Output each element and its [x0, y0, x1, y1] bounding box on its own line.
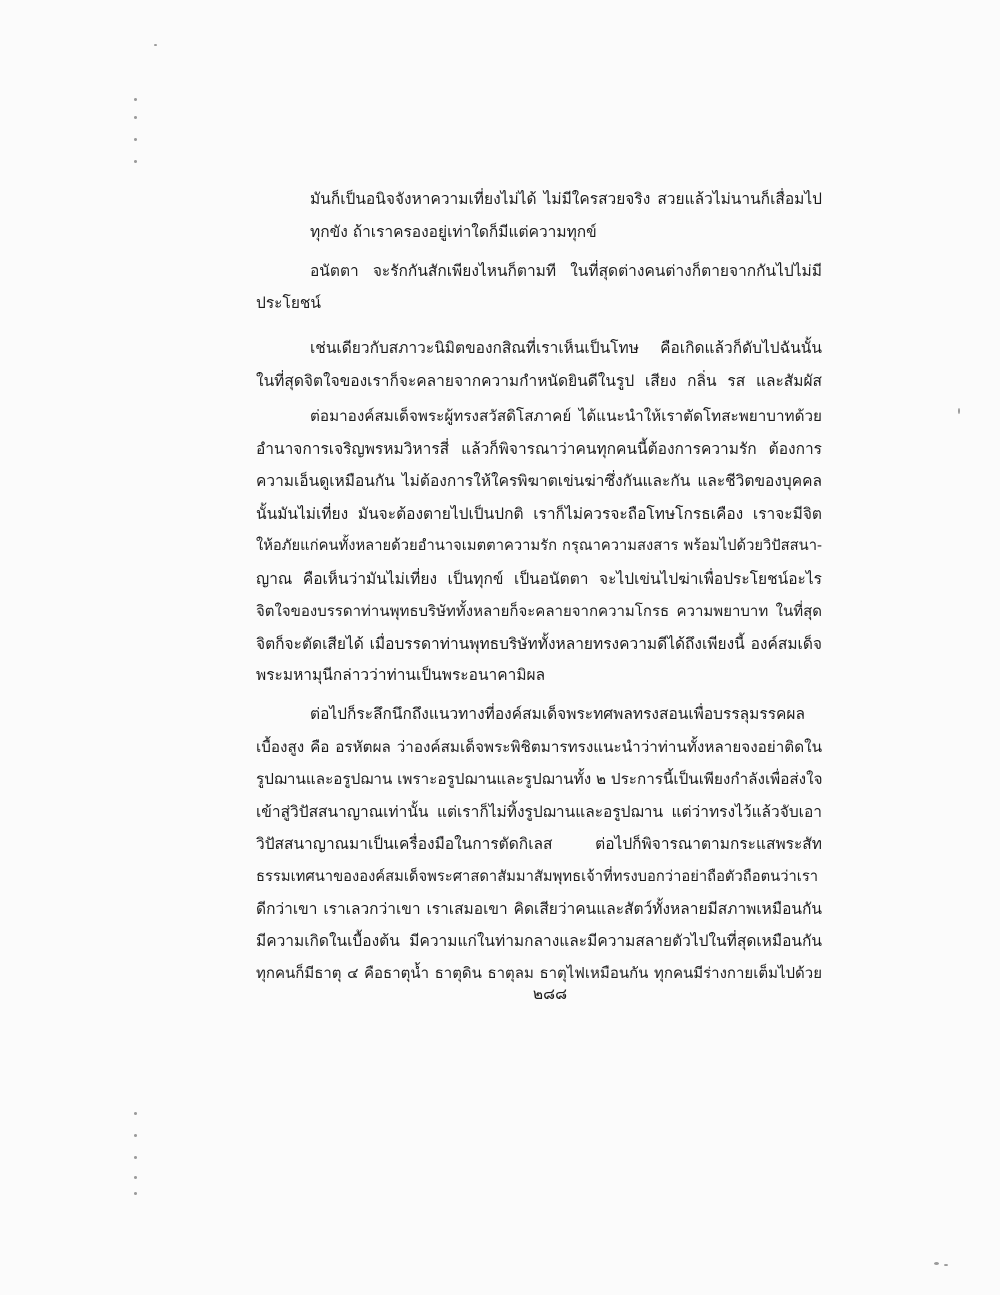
- text-line: ต่อไปก็ระลึกนึกถึงแนวทางที่องค์สมเด็จพระทศพลทรงสอนเพื่อบรรลุมรรคผล: [310, 705, 805, 723]
- text-line: มีความเกิดในเบื้องต้น มีความแก่ในท่ามกลางและมีความสลายตัวไปในที่สุดเหมือนกัน: [256, 932, 822, 950]
- scan-speck: [134, 116, 137, 119]
- scan-speck: [134, 98, 137, 101]
- page-number: ๒๘๘: [532, 985, 568, 1003]
- scan-speck: [134, 1176, 137, 1179]
- scan-speck: [134, 138, 137, 141]
- text-line: ในที่สุดจิตใจของเราก็จะคลายจากความกำหนัดยินดีในรูป เสียง กลิ่น รส และสัมผัส: [256, 372, 822, 390]
- text-line: ธรรมเทศนาขององค์สมเด็จพระศาสดาสัมมาสัมพุทธเจ้าที่ทรงบอกว่าอย่าถือตัวถือตนว่าเรา: [256, 868, 819, 885]
- text-line: ดีกว่าเขา เราเลวกว่าเขา เราเสมอเขา คิดเสียว่าคนและสัตว์ทั้งหลายมีสภาพเหมือนกัน: [256, 900, 822, 918]
- text-line: จิตก็จะตัดเสียได้ เมื่อบรรดาท่านพุทธบริษัททั้งหลายทรงความดีได้ถึงเพียงนี้ องค์สมเด็จ: [256, 635, 822, 653]
- text-line: ประโยชน์: [256, 294, 322, 312]
- text-line: เบื้องสูง คือ อรหัตผล ว่าองค์สมเด็จพระพิชิตมารทรงแนะนำว่าท่านทั้งหลายจงอย่าติดใน: [256, 738, 822, 756]
- scan-speck: [958, 408, 960, 414]
- scan-speck: [134, 1156, 137, 1159]
- scan-speck: [134, 1134, 137, 1137]
- text-line: ญาณ คือเห็นว่ามันไม่เที่ยง เป็นทุกข์ เป็นอนัตตา จะไปเข่นไปฆ่าเพื่อประโยชน์อะไร: [256, 570, 822, 588]
- text-line: ทุกขัง ถ้าเราครองอยู่เท่าใดก็มีแต่ความทุกข์: [310, 223, 597, 241]
- text-line: พระมหามุนีกล่าวว่าท่านเป็นพระอนาคามิผล: [256, 666, 546, 684]
- scan-speck: [134, 1112, 137, 1115]
- scan-speck: [934, 1262, 939, 1265]
- text-line: นั้นมันไม่เที่ยง มันจะต้องตายไปเป็นปกติ เราก็ไม่ควรจะถือโทษโกรธเคือง เราจะมีจิต: [256, 505, 822, 523]
- scan-speck: [154, 44, 157, 46]
- text-line: ความเอ็นดูเหมือนกัน ไม่ต้องการให้ใครพิฆาตเข่นฆ่าซึ่งกันและกัน และชีวิตของบุคคล: [256, 472, 822, 490]
- scan-speck: [134, 1192, 137, 1195]
- text-line: วิปัสสนาญาณมาเป็นเครื่องมือในการตัดกิเลส ต่อไปก็พิจารณาตามกระแสพระสัท: [256, 835, 822, 853]
- text-line: เข้าสู่วิปัสสนาญาณเท่านั้น แต่เราก็ไม่ทิ้งรูปฌานและอรูปฌาน แต่ว่าทรงไว้แล้วจับเอา: [256, 803, 822, 821]
- text-line: ต่อมาองค์สมเด็จพระผู้ทรงสวัสดิโสภาคย์ ได้แนะนำให้เราตัดโทสะพยาบาทด้วย: [310, 407, 822, 425]
- scan-speck: [134, 160, 137, 163]
- text-line: มันก็เป็นอนิจจังหาความเที่ยงไม่ได้ ไม่มีใครสวยจริง สวยแล้วไม่นานก็เสื่อมไป: [310, 190, 822, 208]
- text-line: อำนาจการเจริญพรหมวิหารสี่ แล้วก็พิจารณาว่าคนทุกคนนี้ต้องการความรัก ต้องการ: [256, 440, 822, 458]
- text-line: รูปฌานและอรูปฌาน เพราะอรูปฌานและรูปฌานทั้ง ๒ ประการนี้เป็นเพียงกำลังเพื่อส่งใจ: [256, 770, 822, 788]
- text-line: จิตใจของบรรดาท่านพุทธบริษัททั้งหลายก็จะคลายจากความโกรธ ความพยาบาท ในที่สุด: [256, 602, 822, 620]
- text-line: ให้อภัยแก่คนทั้งหลายด้วยอำนาจเมตตาความรัก กรุณาความสงสาร พร้อมไปด้วยวิปัสสนา-: [256, 537, 822, 554]
- text-line: ทุกคนก็มีธาตุ ๔ คือธาตุน้ำ ธาตุดิน ธาตุลม ธาตุไฟเหมือนกัน ทุกคนมีร่างกายเต็มไปด้วย: [256, 964, 822, 982]
- text-line: อนัตตา จะรักกันสักเพียงไหนก็ตามที ในที่สุดต่างคนต่างก็ตายจากกันไปไม่มี: [310, 262, 822, 280]
- scan-speck: [944, 1264, 948, 1266]
- text-line: เช่นเดียวกับสภาวะนิมิตของกสิณที่เราเห็นเป็นโทษ คือเกิดแล้วก็ดับไปฉันนั้น: [310, 339, 822, 357]
